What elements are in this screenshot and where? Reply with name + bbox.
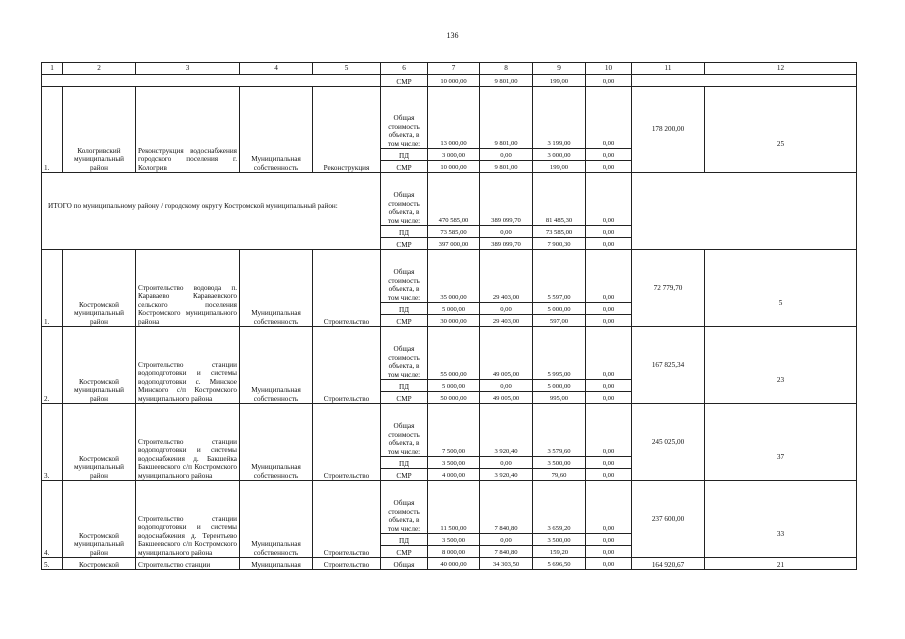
value-col8-cell: 3 920,40 xyxy=(480,404,533,457)
cost-type-cell: СМР xyxy=(381,392,428,404)
district-cell: Костромской муниципальный район xyxy=(63,250,136,327)
value-col8-cell: 29 403,00 xyxy=(480,315,533,327)
cost-type-cell: Общая стоимость объекта, в том числе: xyxy=(381,250,428,303)
district-cell: Костромской муниципальный район xyxy=(63,404,136,481)
value-col7-cell: 3 000,00 xyxy=(428,149,480,161)
cost-type-cell: СМР xyxy=(381,75,428,87)
value-col7-cell: 4 000,00 xyxy=(428,469,480,481)
total-cost-cell: 237 600,00 xyxy=(632,481,705,558)
value-col8-cell: 49 005,00 xyxy=(480,392,533,404)
table-row xyxy=(42,75,857,87)
total-row xyxy=(42,173,857,226)
capacity-cell: 5 xyxy=(705,250,857,327)
cost-type-cell: СМР xyxy=(381,238,428,250)
kostroma-project-row xyxy=(42,481,857,534)
cost-type-cell: Общая стоимость объекта, в том числе: xyxy=(381,404,428,457)
value-col9-cell: 3 000,00 xyxy=(533,149,586,161)
district-cell: Кологривский муниципальный район xyxy=(63,87,136,173)
capacity-cell: 37 xyxy=(705,404,857,481)
value-col10-cell: 0,00 xyxy=(586,161,632,173)
object-name-cell: Строительство станции водоподготовки и системы водоснабжения д. Бакшейка Бакшеевского с/п Костромского муниципального района xyxy=(136,404,240,481)
value-col7-cell: 8 000,00 xyxy=(428,546,480,558)
column-number-header: 1 xyxy=(42,63,63,75)
investment-projects-table xyxy=(41,62,857,570)
value-col7-cell: 35 000,00 xyxy=(428,250,480,303)
kostroma-project-row xyxy=(42,327,857,380)
column-number-header: 11 xyxy=(632,63,705,75)
value-col7-cell: 73 585,00 xyxy=(428,226,480,238)
value-cell: 10 000,00 xyxy=(428,75,480,87)
value-col10-cell: 0,00 xyxy=(586,469,632,481)
total-cost-cell: 164 920,67 xyxy=(632,558,705,570)
value-col9-cell: 995,00 xyxy=(533,392,586,404)
cost-type-cell: ПД xyxy=(381,457,428,469)
ownership-cell: Муниципальная собственность xyxy=(240,87,313,173)
value-col9-cell: 597,00 xyxy=(533,315,586,327)
district-cell: Костромской муниципальный район xyxy=(63,327,136,404)
value-col9-cell: 3 500,00 xyxy=(533,457,586,469)
cost-type-cell: ПД xyxy=(381,226,428,238)
value-col7-cell: 470 585,00 xyxy=(428,173,480,226)
value-col8-cell: 3 920,40 xyxy=(480,469,533,481)
column-number-header: 3 xyxy=(136,63,240,75)
work-type-cell: Реконструкция xyxy=(313,87,381,173)
value-col10-cell: 0,00 xyxy=(586,303,632,315)
value-col10-cell: 0,00 xyxy=(586,238,632,250)
value-col9-cell: 79,60 xyxy=(533,469,586,481)
capacity-cell: 23 xyxy=(705,327,857,404)
value-col9-cell: 81 485,30 xyxy=(533,173,586,226)
object-name-cell: Строительство станции xyxy=(136,558,240,570)
row-number-cell: 1. xyxy=(42,250,63,327)
column-number-header: 10 xyxy=(586,63,632,75)
value-col9-cell: 5 000,00 xyxy=(533,303,586,315)
cost-type-cell: СМР xyxy=(381,161,428,173)
value-cell: 0,00 xyxy=(586,558,632,570)
cost-type-cell: Общая стоимость объекта, в том числе: xyxy=(381,327,428,380)
column-number-header: 5 xyxy=(313,63,381,75)
value-col9-cell: 3 500,00 xyxy=(533,534,586,546)
value-col8-cell: 389 099,70 xyxy=(480,238,533,250)
cost-type-cell: ПД xyxy=(381,303,428,315)
value-col9-cell: 159,20 xyxy=(533,546,586,558)
value-col8-cell: 0,00 xyxy=(480,149,533,161)
value-col10-cell: 0,00 xyxy=(586,534,632,546)
capacity-cell: 25 xyxy=(705,87,857,173)
value-col9-cell: 5 995,00 xyxy=(533,327,586,380)
value-col8-cell: 389 099,70 xyxy=(480,173,533,226)
total-cost-cell: 178 200,00 xyxy=(632,87,705,173)
page-number: 136 xyxy=(446,31,459,40)
value-col9-cell: 3 659,20 xyxy=(533,481,586,534)
column-number-header: 7 xyxy=(428,63,480,75)
capacity-cell: 33 xyxy=(705,481,857,558)
value-col8-cell: 0,00 xyxy=(480,380,533,392)
table-row xyxy=(42,558,857,570)
ownership-cell: Муниципальная собственность xyxy=(240,404,313,481)
capacity-cell: 21 xyxy=(705,558,857,570)
value-col8-cell: 49 005,00 xyxy=(480,327,533,380)
value-col8-cell: 7 840,80 xyxy=(480,546,533,558)
value-col7-cell: 7 500,00 xyxy=(428,404,480,457)
value-col9-cell: 7 900,30 xyxy=(533,238,586,250)
cost-type-cell: Общая xyxy=(381,558,428,570)
value-col7-cell: 3 500,00 xyxy=(428,457,480,469)
total-cost-cell: 72 779,70 xyxy=(632,250,705,327)
row-number-cell: 4. xyxy=(42,481,63,558)
value-cell: 5 696,50 xyxy=(533,558,586,570)
value-col9-cell: 199,00 xyxy=(533,161,586,173)
value-col10-cell: 0,00 xyxy=(586,457,632,469)
value-col9-cell: 73 585,00 xyxy=(533,226,586,238)
value-col8-cell: 0,00 xyxy=(480,457,533,469)
value-col7-cell: 5 000,00 xyxy=(428,303,480,315)
column-number-header: 8 xyxy=(480,63,533,75)
value-cell: 40 000,00 xyxy=(428,558,480,570)
value-col10-cell: 0,00 xyxy=(586,149,632,161)
kostroma-project-row xyxy=(42,404,857,457)
cost-type-cell: Общая стоимость объекта, в том числе: xyxy=(381,87,428,149)
value-col8-cell: 0,00 xyxy=(480,303,533,315)
cost-type-cell: ПД xyxy=(381,380,428,392)
total-cost-cell: 167 825,34 xyxy=(632,327,705,404)
ownership-cell: Муниципальная собственность xyxy=(240,250,313,327)
value-col9-cell: 3 579,60 xyxy=(533,404,586,457)
value-col8-cell: 7 840,80 xyxy=(480,481,533,534)
column-number-header: 12 xyxy=(705,63,857,75)
work-type-cell: Строительство xyxy=(313,404,381,481)
ownership-cell: Муниципальная xyxy=(240,558,313,570)
empty-cell xyxy=(632,75,857,87)
work-type-cell: Строительство xyxy=(313,558,381,570)
header-row xyxy=(42,63,857,75)
row-number-cell: 3. xyxy=(42,404,63,481)
ownership-cell: Муниципальная собственность xyxy=(240,481,313,558)
value-col9-cell: 3 199,00 xyxy=(533,87,586,149)
work-type-cell: Строительство xyxy=(313,481,381,558)
cost-type-cell: ПД xyxy=(381,149,428,161)
column-number-header: 9 xyxy=(533,63,586,75)
object-name-cell: Строительство станции водоподготовки и системы водоподготовки с. Минское Минского с/п Костромского муниципального района xyxy=(136,327,240,404)
value-col10-cell: 0,00 xyxy=(586,315,632,327)
object-name-cell: Строительство водовода п. Караваево Караваевского сельского поселения Костромского муниципального района xyxy=(136,250,240,327)
cost-type-cell: Общая стоимость объекта, в том числе: xyxy=(381,481,428,534)
value-col10-cell: 0,00 xyxy=(586,226,632,238)
value-col7-cell: 5 000,00 xyxy=(428,380,480,392)
row-number-cell: 2. xyxy=(42,327,63,404)
value-cell: 0,00 xyxy=(586,75,632,87)
cost-type-cell: СМР xyxy=(381,469,428,481)
district-cell: Костромской xyxy=(63,558,136,570)
value-col10-cell: 0,00 xyxy=(586,481,632,534)
value-col9-cell: 5 597,00 xyxy=(533,250,586,303)
value-col7-cell: 3 500,00 xyxy=(428,534,480,546)
value-cell: 34 303,50 xyxy=(480,558,533,570)
ownership-cell: Муниципальная собственность xyxy=(240,327,313,404)
table-body xyxy=(42,63,857,570)
value-col8-cell: 9 801,00 xyxy=(480,87,533,149)
cost-type-cell: СМР xyxy=(381,315,428,327)
empty-cell xyxy=(632,173,857,250)
work-type-cell: Строительство xyxy=(313,250,381,327)
value-col9-cell: 5 000,00 xyxy=(533,380,586,392)
column-number-header: 4 xyxy=(240,63,313,75)
value-col7-cell: 11 500,00 xyxy=(428,481,480,534)
value-col7-cell: 30 000,00 xyxy=(428,315,480,327)
object-name-cell: Реконструкция водоснабжения городского поселения г. Кологрив xyxy=(136,87,240,173)
kostroma-project-row xyxy=(42,250,857,303)
value-col7-cell: 397 000,00 xyxy=(428,238,480,250)
cost-type-cell: Общая стоимость объекта, в том числе: xyxy=(381,173,428,226)
value-col8-cell: 0,00 xyxy=(480,534,533,546)
value-col10-cell: 0,00 xyxy=(586,250,632,303)
value-col10-cell: 0,00 xyxy=(586,87,632,149)
value-cell: 9 801,00 xyxy=(480,75,533,87)
value-col10-cell: 0,00 xyxy=(586,327,632,380)
column-number-header: 2 xyxy=(63,63,136,75)
row-number-cell: 1. xyxy=(42,87,63,173)
cost-type-cell: ПД xyxy=(381,534,428,546)
value-col10-cell: 0,00 xyxy=(586,173,632,226)
value-col7-cell: 10 000,00 xyxy=(428,161,480,173)
value-col10-cell: 0,00 xyxy=(586,546,632,558)
total-cost-cell: 245 025,00 xyxy=(632,404,705,481)
value-col7-cell: 13 000,00 xyxy=(428,87,480,149)
value-col8-cell: 9 801,00 xyxy=(480,161,533,173)
cost-type-cell: СМР xyxy=(381,546,428,558)
value-col7-cell: 50 000,00 xyxy=(428,392,480,404)
value-cell: 199,00 xyxy=(533,75,586,87)
value-col8-cell: 0,00 xyxy=(480,226,533,238)
work-type-cell: Строительство xyxy=(313,327,381,404)
object-name-cell: Строительство станции водоподготовки и системы водоснабжения д. Терентьево Бакшеевского с/п Костромского муниципального района xyxy=(136,481,240,558)
value-col10-cell: 0,00 xyxy=(586,380,632,392)
kologriv-project-row xyxy=(42,87,857,149)
district-cell: Костромской муниципальный район xyxy=(63,481,136,558)
row-number-cell: 5. xyxy=(42,558,63,570)
column-number-header: 6 xyxy=(381,63,428,75)
value-col8-cell: 29 403,00 xyxy=(480,250,533,303)
empty-cell xyxy=(42,75,381,87)
value-col7-cell: 55 000,00 xyxy=(428,327,480,380)
total-label-cell: ИТОГО по муниципальному району / городскому округу Костромской муниципальный район: xyxy=(42,173,381,250)
value-col10-cell: 0,00 xyxy=(586,392,632,404)
value-col10-cell: 0,00 xyxy=(586,404,632,457)
